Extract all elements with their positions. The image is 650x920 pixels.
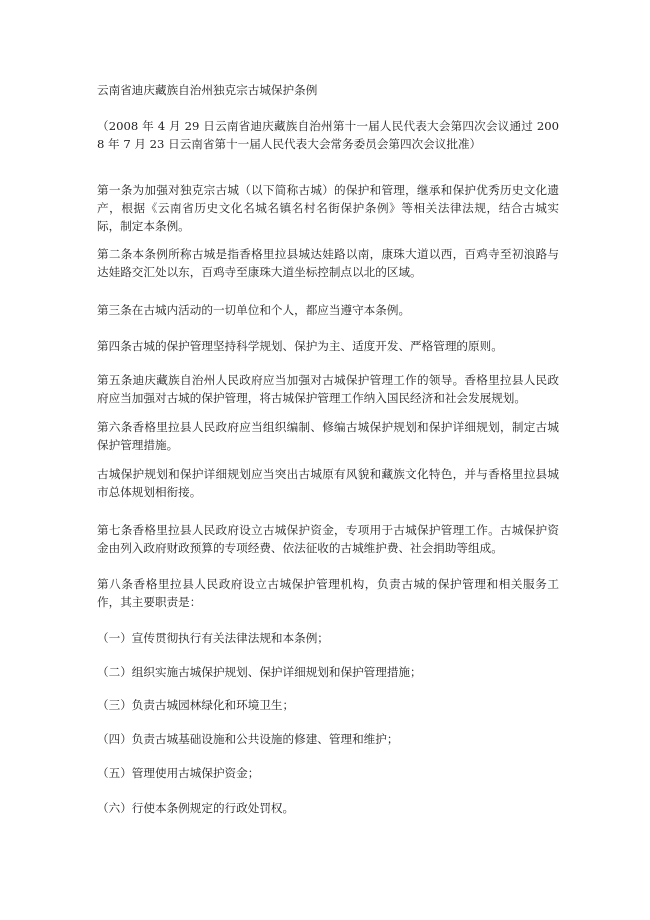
document-title: 云南省迪庆藏族自治州独克宗古城保护条例	[97, 83, 318, 97]
paragraph-article-8: 第八条香格里拉县人民政府设立古城保护管理机构，负责古城的保护管理和相关服务工作，其主要职责是：	[97, 577, 559, 609]
paragraph-article-5: 第五条迪庆藏族自治州人民政府应当加强对古城保护管理工作的领导。香格里拉县人民政府应当加强对古城的保护管理，将古城保护管理工作纳入国民经济和社会发展规划。	[97, 373, 559, 405]
list-item-4: （四）负责古城基础设施和公共设施的修建、管理和维护；	[97, 732, 399, 746]
paragraph-article-6: 第六条香格里拉县人民政府应当组织编制、修编古城保护规划和保护详细规划，制定古城保护管理措施。	[97, 420, 559, 452]
paragraph-article-1: 第一条为加强对独克宗古城（以下简称古城）的保护和管理，继承和保护优秀历史文化遗产，根据《云南省历史文化名城名镇名村名街保护条例》等相关法律法规，结合古城实际，制定本条例。	[97, 183, 559, 233]
paragraph-article-2: 第二条本条例所称古城是指香格里拉县城达娃路以南，康珠大道以西，百鸡寺至初浪路与达娃路交汇处以东，百鸡寺至康珠大道坐标控制点以北的区域。	[97, 247, 559, 279]
paragraph-article-4: 第四条古城的保护管理坚持科学规划、保护为主、适度开发、严格管理的原则。	[97, 339, 503, 353]
paragraph-article-6-cont: 古城保护规划和保护详细规划应当突出古城原有风貌和藏族文化特色，并与香格里拉县城市总体规划相衔接。	[97, 467, 559, 499]
list-item-6: （六）行使本条例规定的行政处罚权。	[97, 801, 295, 815]
list-item-5: （五）管理使用古城保护资金；	[97, 766, 260, 780]
document-subtitle: （2008 年 4 月 29 日云南省迪庆藏族自治州第十一届人民代表大会第四次会议通过 2008 年 7 月 23 日云南省第十一届人民代表大会常务委员会第四次会议批准）	[97, 119, 559, 151]
paragraph-article-3: 第三条在古城内活动的一切单位和个人，都应当遵守本条例。	[97, 303, 411, 317]
list-item-3: （三）负责古城园林绿化和环境卫生；	[97, 698, 295, 712]
list-item-2: （二）组织实施古城保护规划、保护详细规划和保护管理措施；	[97, 665, 422, 679]
list-item-1: （一）宣传贯彻执行有关法律法规和本条例；	[97, 631, 329, 645]
paragraph-article-7: 第七条香格里拉县人民政府设立古城保护资金，专项用于古城保护管理工作。古城保护资金由列入政府财政预算的专项经费、依法征收的古城维护费、社会捐助等组成。	[97, 523, 559, 555]
